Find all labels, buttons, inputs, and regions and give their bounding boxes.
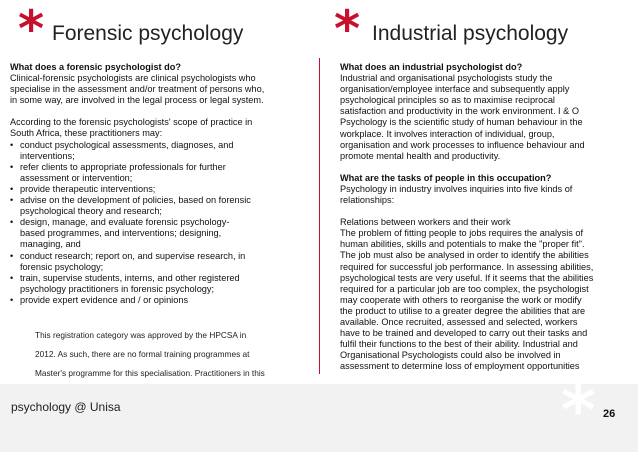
text-line: Relations between workers and their work (340, 217, 511, 228)
right-question-1: What does an industrial psychologist do? (340, 62, 523, 72)
right-paragraph-1 (340, 73, 593, 162)
bullet-line: psychology practitioners in forensic psychology; (20, 283, 215, 294)
bullet-item (10, 251, 264, 273)
page-number: 26 (603, 408, 616, 420)
text-line: The job must also be analysed in order to identify the abilities (340, 250, 589, 261)
bullet-line: interventions; (20, 150, 75, 161)
right-asterisk-icon: * (334, 0, 361, 58)
bullet-line: • design, manage, and evaluate forensic psychology- (20, 217, 230, 228)
right-column (340, 62, 593, 372)
right-heading: Industrial psychology (372, 22, 569, 45)
text-line: South Africa, these practitioners may: (10, 128, 163, 139)
bullet-line: based programmes, and interventions; designing, (20, 228, 222, 239)
bullet-line: • conduct research; report on, and supervise research, in (20, 250, 246, 261)
bullet-item (10, 273, 264, 295)
bullet-line: forensic psychology; (20, 261, 104, 272)
bullet-line: • provide expert evidence and / or opinions (20, 294, 189, 305)
text-line: assessment to determine loss of employment opportunities (340, 361, 580, 372)
left-bullet-list (10, 140, 264, 306)
text-line: specialise in the assessment and/or treatment of persons who, (10, 84, 265, 95)
text-line: human abilities, skills and potentials to make the "proper fit". (340, 239, 585, 250)
left-paragraph-2 (10, 117, 264, 139)
text-line: Psychology in industry involves inquiries into five kinds of (340, 183, 573, 194)
bullet-line: • provide therapeutic interventions; (20, 183, 156, 194)
text-line: psychological principles so as to maximise reciprocal (340, 95, 555, 106)
footer-text: psychology @ Unisa (11, 400, 121, 414)
bullet-line: • train, supervise students, interns, and other registered (20, 272, 240, 283)
left-asterisk-icon: * (18, 0, 45, 58)
text-line: The problem of fitting people to jobs requires the analysis of (340, 228, 584, 239)
text-line: psychological tests are very useful. If it seems that the abilities (340, 272, 594, 283)
text-line: Psychology is the scientific study of human behaviour in the (340, 117, 583, 128)
right-paragraph-2 (340, 184, 593, 206)
text-line: organisation/employee interface and subsequently apply (340, 84, 570, 95)
bullet-line: • advise on the development of policies, based on forensic (20, 195, 251, 206)
right-question-2: What are the tasks of people in this occupation? (340, 172, 552, 183)
bullet-item (10, 140, 264, 162)
text-line: the product to utilise to a greater degree the abilities that are (340, 305, 586, 316)
text-line: Clinical-forensic psychologists are clinical psychologists who (10, 73, 256, 84)
bullet-line: psychological theory and research; (20, 206, 162, 217)
text-line: required for a particular job are too complex, the psychologist (340, 283, 589, 294)
bullet-line: managing, and (20, 239, 81, 250)
text-line: promote mental health and productivity. (340, 150, 501, 161)
text-line: satisfaction and productivity in the work environment. I & O (340, 106, 579, 117)
left-question: What does a forensic psychologist do? (10, 62, 182, 72)
text-line: This registration category was approved by the HPCSA in (35, 330, 247, 341)
bullet-item (10, 162, 264, 184)
text-line: have to be trained and developed to carry out their tasks and (340, 328, 588, 339)
bullet-item (10, 184, 264, 195)
footer-asterisk-icon: * (561, 372, 596, 449)
text-line: available. Once recruited, assessed and selected, workers (340, 316, 578, 327)
text-line: fulfil their functions to the best of their ability. Industrial and (340, 339, 578, 350)
left-paragraph-1 (10, 73, 264, 106)
column-divider (319, 58, 320, 374)
text-line: Industrial and organisational psychologists study the (340, 73, 553, 84)
footer-band (0, 384, 638, 452)
text-line: workplace. It involves interaction of individual, group, (340, 128, 555, 139)
text-line: relationships: (340, 195, 395, 206)
bullet-line: assessment or intervention; (20, 172, 133, 183)
left-column (10, 62, 264, 306)
bullet-item (10, 217, 264, 250)
bullet-item (10, 195, 264, 217)
bullet-item (10, 295, 264, 306)
text-line: may cooperate with others to reorganise the work or modify (340, 294, 582, 305)
left-heading: Forensic psychology (52, 22, 244, 45)
text-line: organisation and work processes to influence behaviour and (340, 139, 585, 150)
text-line: 2012. As such, there are no formal training programmes at (35, 349, 250, 359)
bullet-line: • conduct psychological assessments, diagnoses, and (20, 139, 234, 150)
text-line: Organisational Psychologists could also be involved in (340, 350, 561, 361)
text-line: required for successful job performance. In assessing abilities, (340, 261, 594, 272)
bullet-line: • refer clients to appropriate professionals for further (20, 161, 226, 172)
text-line: Master's programme for this specialisation. Practitioners in this (35, 367, 265, 378)
right-paragraph-3 (340, 217, 593, 372)
text-line: According to the forensic psychologists' scope of practice in (10, 117, 253, 128)
text-line: in some way, are involved in the legal process or legal system. (10, 95, 264, 106)
